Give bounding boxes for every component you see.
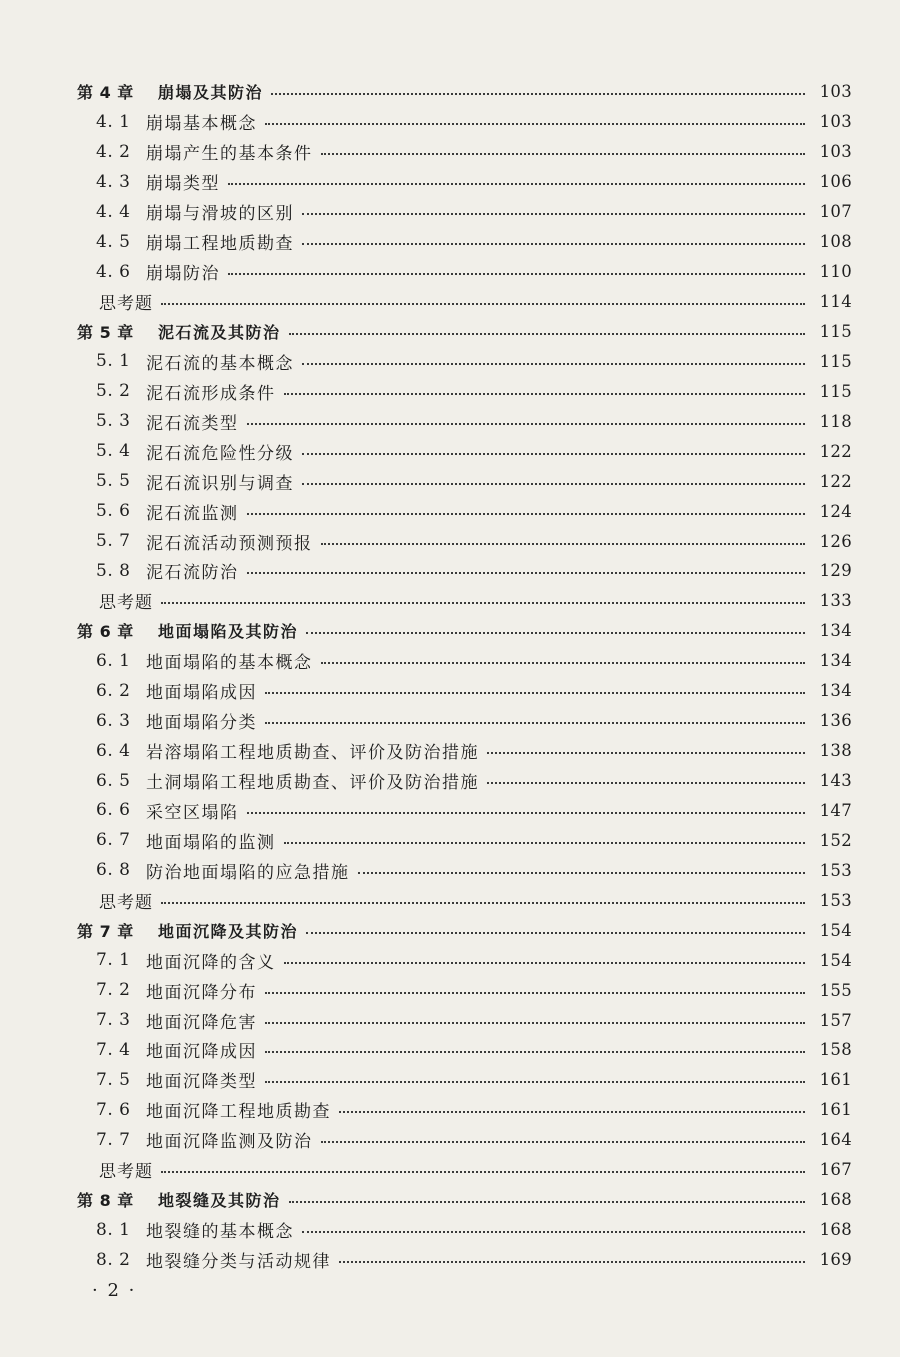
toc-entry-title: 泥石流识别与调查 [146,473,294,494]
toc-entry-title: 泥石流监测 [146,503,239,524]
toc-entry-number: 5. 6 [96,501,131,522]
toc-section-row[interactable] [0,796,900,826]
toc-leader-dots [487,782,805,784]
toc-entry-number: 6. 7 [96,830,131,851]
toc-entry-title: 岩溶塌陷工程地质勘查、评价及防治措施 [146,743,479,764]
toc-entry-title: 泥石流的基本概念 [146,353,294,374]
toc-leader-dots [265,1022,805,1024]
page-number: · 2 · [92,1280,137,1301]
toc-page-number: 161 [819,1070,852,1090]
toc-leader-dots [302,453,805,455]
toc-page-number: 168 [819,1190,852,1210]
toc-entry-number: 5. 3 [96,411,131,432]
toc-entry-number: 5. 2 [96,381,131,402]
toc-page-number: 152 [819,830,852,850]
toc-section-row[interactable] [0,766,900,796]
toc-section-row[interactable] [0,197,900,227]
toc-entry-title: 地面沉降的含义 [146,952,276,973]
toc-entry-number: 6. 3 [96,710,131,731]
toc-leader-dots [265,123,805,125]
toc-entry-title: 崩塌与滑坡的区别 [146,204,294,225]
toc-page-number: 106 [819,172,852,192]
toc-section-row[interactable] [0,436,900,466]
toc-page-number: 103 [819,112,852,132]
toc-questions-row[interactable] [0,885,900,915]
toc-chapter-row[interactable] [0,616,900,646]
toc-section-row[interactable] [0,706,900,736]
toc-entry-title: 地面沉降及其防治 [158,921,299,941]
toc-entry-number: 8. 1 [96,1219,131,1240]
toc-entry-number: 5. 5 [96,471,131,492]
toc-leader-dots [306,632,805,634]
toc-leader-dots [302,363,805,365]
toc-entry-number: 4. 6 [96,261,131,282]
toc-page-number: 108 [819,232,852,252]
toc-page-number: 133 [819,591,852,611]
toc-leader-dots [302,1231,805,1233]
toc-entry-number: 7. 1 [96,950,131,971]
toc-entry-number: 5. 1 [96,351,131,372]
toc-page-number: 118 [819,411,852,431]
toc-leader-dots [321,153,806,155]
toc-entry-number: 6. 2 [96,680,131,701]
toc-section-row[interactable] [0,406,900,436]
toc-entry-number: 6. 5 [96,770,131,791]
toc-entry-number: 7. 4 [96,1039,131,1060]
toc-entry-number: 4. 1 [96,111,131,132]
toc-section-row[interactable] [0,975,900,1005]
toc-entry-title: 泥石流防治 [146,563,239,584]
toc-section-row[interactable] [0,137,900,167]
toc-entry-title: 思考题 [99,294,153,315]
toc-leader-dots [284,962,806,964]
toc-entry-title: 地面塌陷成因 [146,683,257,704]
toc-questions-row[interactable] [0,586,900,616]
table-of-contents [0,77,900,1275]
toc-entry-title: 思考题 [99,892,153,913]
toc-leader-dots [271,93,805,95]
toc-page-number: 115 [819,351,852,371]
toc-section-row[interactable] [0,1215,900,1245]
toc-chapter-row[interactable] [0,1185,900,1215]
toc-page-number: 134 [819,621,852,641]
toc-entry-number: 第 7 章 [77,921,134,941]
toc-entry-title: 泥石流形成条件 [146,383,276,404]
toc-leader-dots [161,902,805,904]
toc-entry-title: 思考题 [99,1162,153,1183]
toc-entry-title: 地裂缝的基本概念 [146,1222,294,1243]
toc-section-row[interactable] [0,1065,900,1095]
toc-entry-title: 崩塌基本概念 [146,114,257,135]
toc-page-number: 164 [819,1130,852,1150]
toc-leader-dots [247,572,806,574]
toc-section-row[interactable] [0,855,900,885]
toc-entry-number: 6. 1 [96,650,131,671]
toc-leader-dots [289,1201,805,1203]
toc-page-number: 115 [819,321,852,341]
toc-leader-dots [289,333,805,335]
toc-entry-title: 地面沉降类型 [146,1072,257,1093]
toc-entry-number: 5. 7 [96,531,131,552]
toc-entry-number: 7. 7 [96,1129,131,1150]
toc-entry-title: 崩塌工程地质勘查 [146,234,294,255]
toc-entry-title: 泥石流类型 [146,413,239,434]
toc-leader-dots [339,1111,805,1113]
toc-entry-title: 地面塌陷分类 [146,713,257,734]
toc-page-number: 129 [819,561,852,581]
toc-entry-title: 地面沉降危害 [146,1012,257,1033]
toc-section-row[interactable] [0,1035,900,1065]
toc-page-number: 169 [819,1250,852,1270]
toc-leader-dots [228,183,805,185]
toc-section-row[interactable] [0,526,900,556]
toc-leader-dots [302,483,805,485]
toc-page-number: 124 [819,501,852,521]
toc-entry-number: 4. 5 [96,231,131,252]
toc-leader-dots [487,752,805,754]
toc-section-row[interactable] [0,945,900,975]
toc-page-number: 153 [819,860,852,880]
toc-page-number: 158 [819,1040,852,1060]
toc-section-row[interactable] [0,257,900,287]
toc-entry-number: 5. 8 [96,560,131,581]
toc-section-row[interactable] [0,736,900,766]
toc-entry-title: 地裂缝及其防治 [158,1191,281,1211]
toc-leader-dots [247,812,806,814]
toc-page-number: 103 [819,142,852,162]
toc-page-number: 167 [819,1160,852,1180]
toc-entry-number: 6. 4 [96,740,131,761]
toc-entry-title: 思考题 [99,593,153,614]
toc-entry-number: 第 6 章 [77,622,134,642]
toc-entry-number: 6. 6 [96,800,131,821]
toc-page-number: 134 [819,681,852,701]
toc-entry-title: 崩塌防治 [146,264,220,285]
toc-leader-dots [358,872,806,874]
toc-section-row[interactable] [0,1095,900,1125]
toc-leader-dots [284,842,806,844]
toc-entry-title: 采空区塌陷 [146,802,239,823]
toc-leader-dots [247,423,806,425]
toc-leader-dots [265,692,805,694]
toc-chapter-row[interactable] [0,77,900,107]
toc-section-row[interactable] [0,1005,900,1035]
toc-leader-dots [228,273,805,275]
toc-leader-dots [302,243,805,245]
toc-entry-title: 地面塌陷的基本概念 [146,653,313,674]
toc-page-number: 114 [819,292,852,312]
toc-entry-title: 地面塌陷及其防治 [158,622,299,642]
toc-page-number: 168 [819,1220,852,1240]
toc-page-number: 110 [819,262,852,282]
toc-section-row[interactable] [0,825,900,855]
toc-page-number: 147 [819,800,852,820]
toc-entry-number: 7. 3 [96,1010,131,1031]
toc-chapter-row[interactable] [0,915,900,945]
toc-entry-title: 地裂缝分类与活动规律 [146,1252,331,1273]
toc-section-row[interactable] [0,346,900,376]
toc-page-number: 122 [819,471,852,491]
toc-leader-dots [339,1261,805,1263]
toc-entry-number: 第 8 章 [77,1191,134,1211]
toc-leader-dots [161,1171,805,1173]
toc-entry-number: 6. 8 [96,860,131,881]
toc-page-number: 154 [819,950,852,970]
toc-leader-dots [321,1141,806,1143]
toc-entry-title: 地面沉降工程地质勘查 [146,1102,331,1123]
toc-section-row[interactable] [0,496,900,526]
toc-leader-dots [161,303,805,305]
toc-leader-dots [302,213,805,215]
toc-questions-row[interactable] [0,287,900,317]
toc-page-number: 143 [819,771,852,791]
toc-leader-dots [306,932,805,934]
toc-entry-number: 7. 5 [96,1069,131,1090]
toc-entry-number: 4. 4 [96,201,131,222]
toc-entry-number: 4. 2 [96,141,131,162]
toc-section-row[interactable] [0,466,900,496]
toc-leader-dots [265,1051,805,1053]
toc-entry-title: 防治地面塌陷的应急措施 [146,862,350,883]
toc-section-row[interactable] [0,167,900,197]
toc-entry-title: 泥石流及其防治 [158,322,281,342]
toc-leader-dots [321,543,806,545]
toc-leader-dots [265,1081,805,1083]
toc-page-number: 107 [819,202,852,222]
toc-section-row[interactable] [0,227,900,257]
toc-entry-number: 8. 2 [96,1249,131,1270]
toc-section-row[interactable] [0,1125,900,1155]
toc-entry-title: 泥石流活动预测预报 [146,533,313,554]
toc-entry-title: 地面沉降分布 [146,982,257,1003]
toc-section-row[interactable] [0,646,900,676]
toc-page-number: 115 [819,381,852,401]
toc-section-row[interactable] [0,676,900,706]
toc-page-number: 155 [819,980,852,1000]
toc-page-number: 134 [819,651,852,671]
toc-page-number: 157 [819,1010,852,1030]
toc-section-row[interactable] [0,376,900,406]
toc-leader-dots [265,992,805,994]
toc-entry-title: 地面沉降成因 [146,1042,257,1063]
toc-entry-number: 第 5 章 [77,322,134,342]
toc-page-number: 153 [819,890,852,910]
toc-entry-title: 崩塌类型 [146,174,220,195]
toc-leader-dots [284,393,806,395]
toc-page-number: 154 [819,920,852,940]
toc-page-number: 136 [819,711,852,731]
toc-entry-number: 第 4 章 [77,83,134,103]
toc-page-number: 138 [819,741,852,761]
toc-section-row[interactable] [0,107,900,137]
toc-questions-row[interactable] [0,1155,900,1185]
toc-leader-dots [247,513,806,515]
toc-entry-number: 7. 6 [96,1099,131,1120]
toc-entry-number: 7. 2 [96,980,131,1001]
toc-entry-title: 土洞塌陷工程地质勘查、评价及防治措施 [146,773,479,794]
toc-entry-title: 崩塌及其防治 [158,83,264,103]
toc-entry-title: 地面塌陷的监测 [146,832,276,853]
toc-leader-dots [321,662,806,664]
toc-page-number: 126 [819,531,852,551]
toc-entry-number: 5. 4 [96,441,131,462]
toc-entry-title: 地面沉降监测及防治 [146,1132,313,1153]
toc-section-row[interactable] [0,556,900,586]
toc-leader-dots [265,722,805,724]
toc-section-row[interactable] [0,1245,900,1275]
toc-leader-dots [161,602,805,604]
toc-page-number: 161 [819,1100,852,1120]
toc-page-number: 122 [819,441,852,461]
toc-entry-number: 4. 3 [96,171,131,192]
toc-entry-title: 崩塌产生的基本条件 [146,144,313,165]
toc-page-number: 103 [819,82,852,102]
toc-entry-title: 泥石流危险性分级 [146,443,294,464]
toc-chapter-row[interactable] [0,317,900,347]
